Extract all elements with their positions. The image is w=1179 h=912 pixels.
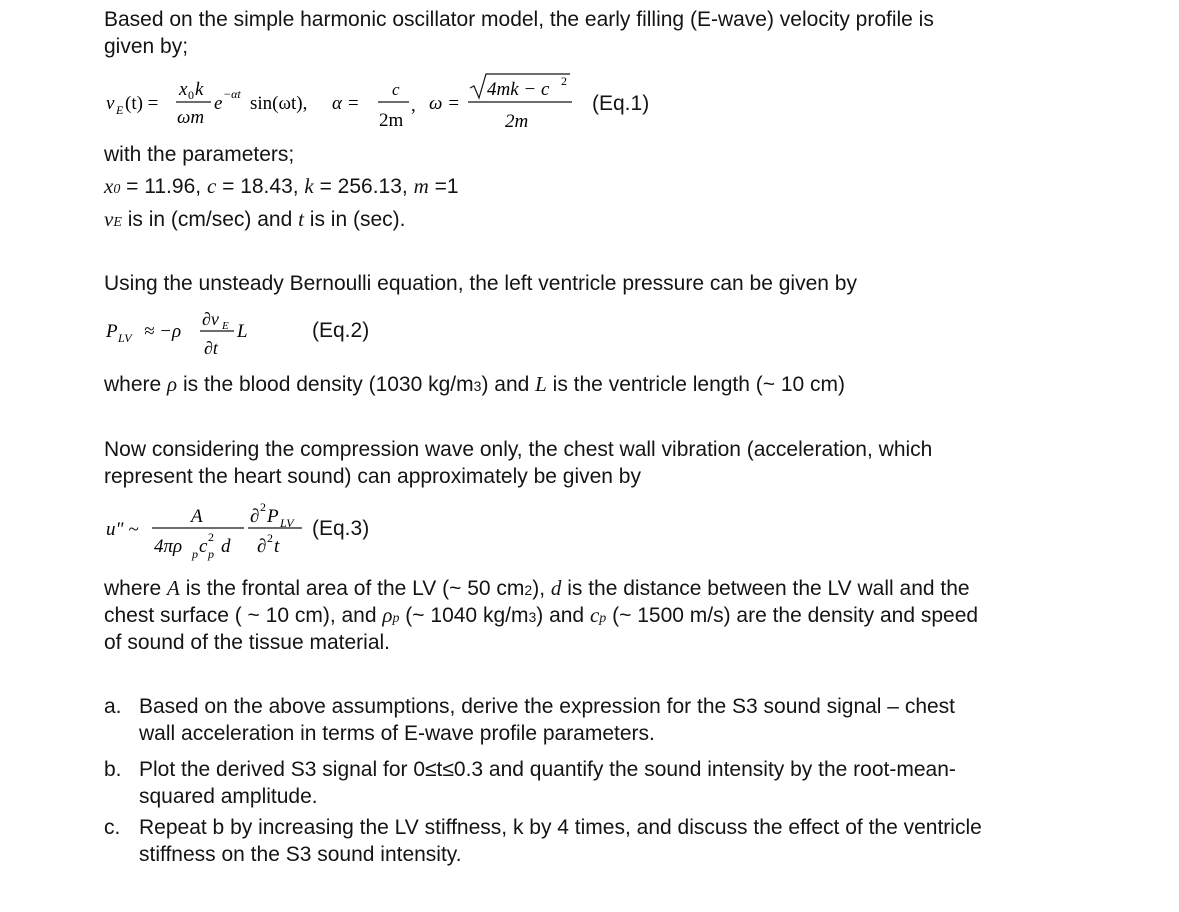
eq2-P: P bbox=[106, 321, 118, 342]
units-v-sub: E bbox=[113, 215, 122, 230]
where-line-1 bbox=[104, 575, 970, 604]
eq1-exp-base: e bbox=[214, 93, 223, 114]
units-end: is in (sec). bbox=[303, 208, 406, 231]
eq3-frac2-num: ∂ bbox=[250, 506, 260, 527]
eq1-alpha: α = bbox=[332, 93, 360, 114]
param-x0-sub: 0 bbox=[113, 182, 121, 197]
where-A: A bbox=[167, 576, 180, 600]
where-l1-sup: 2 bbox=[524, 582, 533, 598]
eq3-frac2-num-sup: 2 bbox=[260, 500, 266, 514]
param-m-symbol: m bbox=[413, 174, 429, 198]
eq1-num-k: k bbox=[195, 79, 204, 100]
eq1-exp-power: −αt bbox=[223, 87, 241, 101]
eq1-lhs-sub: E bbox=[116, 103, 124, 117]
compression-line-1: Now considering the compression wave only, the chest wall vibration (acceleration, which bbox=[104, 438, 933, 461]
eq1-comma: , bbox=[411, 95, 416, 116]
eq1-sin: sin(ωt), bbox=[250, 93, 308, 114]
intro-line-1: Based on the simple harmonic oscillator model, the early filling (E-wave) velocity profile is bbox=[104, 8, 934, 31]
eq3-frac1-den-sub1: p bbox=[192, 547, 198, 561]
eq3-frac2-num-sub: LV bbox=[280, 516, 294, 530]
params-values bbox=[104, 173, 459, 203]
equation-3 bbox=[104, 497, 344, 567]
equation-3-svg bbox=[104, 497, 344, 567]
bern-rho: ρ bbox=[167, 372, 178, 396]
eq3-frac2-den-sup: 2 bbox=[267, 531, 273, 545]
eq2-approx: ≈ −ρ bbox=[144, 321, 182, 342]
bern-where-mid: is the blood density (1030 kg/m bbox=[177, 373, 474, 396]
equation-2-svg bbox=[104, 305, 304, 367]
param-m-value: =1 bbox=[428, 175, 459, 198]
eq2-P-sub: LV bbox=[118, 331, 132, 345]
where-rho-p: ρ bbox=[382, 603, 393, 627]
question-b-line-2: squared amplitude. bbox=[139, 785, 318, 808]
bern-where-sup: 3 bbox=[473, 378, 482, 394]
eq1-alpha-num: c bbox=[392, 80, 400, 99]
compression-line-2: represent the heart sound) can approximately be given by bbox=[104, 465, 641, 488]
eq1-omega: ω = bbox=[429, 93, 460, 114]
eq1-lhs-arg: (t) = bbox=[125, 93, 159, 114]
where-l1-pre: where bbox=[104, 577, 168, 600]
question-a-line-1: Based on the above assumptions, derive the expression for the S3 sound signal – chest bbox=[139, 695, 956, 718]
eq3-frac2-num-P: P bbox=[267, 506, 279, 527]
question-c-line-2: stiffness on the S3 sound intensity. bbox=[139, 843, 462, 866]
eq1-label: (Eq.1) bbox=[592, 92, 650, 115]
eq3-u: u" ~ bbox=[106, 519, 139, 540]
question-a-line-2: wall acceleration in terms of E-wave profile parameters. bbox=[139, 722, 655, 745]
bernoulli-where bbox=[104, 371, 845, 400]
where-c-p-sub: p bbox=[599, 611, 607, 626]
eq2-num-sub: E bbox=[222, 320, 229, 332]
where-l2-mid2: ) and bbox=[536, 604, 590, 627]
eq3-frac1-den-sup: 2 bbox=[208, 530, 214, 544]
units-mid: is in (cm/sec) and bbox=[121, 208, 299, 231]
param-k-symbol: k bbox=[304, 174, 314, 198]
where-c-p: c bbox=[589, 603, 600, 627]
units-v: v bbox=[104, 207, 114, 231]
where-l2-end: (~ 1500 m/s) are the density and speed bbox=[606, 604, 979, 627]
intro-line-2: given by; bbox=[104, 35, 189, 58]
eq3-frac1-num: A bbox=[191, 506, 203, 527]
where-l1-mid: is the frontal area of the LV (~ 50 cm bbox=[179, 577, 525, 600]
eq2-L: L bbox=[237, 321, 248, 342]
where-l2-sup: 3 bbox=[528, 609, 537, 625]
eq1-omega-num: 4mk − c bbox=[487, 79, 550, 100]
eq3-frac2-den-t: t bbox=[274, 536, 280, 557]
param-c-value: = 18.43, bbox=[216, 175, 305, 198]
equation-2 bbox=[104, 305, 304, 367]
where-line-2 bbox=[104, 602, 978, 632]
eq3-frac1-den-sub2: p bbox=[208, 547, 214, 561]
bern-where-mid2: ) and bbox=[481, 373, 536, 396]
where-d: d bbox=[550, 576, 562, 600]
eq1-den: ωm bbox=[177, 107, 205, 128]
where-l2-mid: (~ 1040 kg/m bbox=[399, 604, 529, 627]
bernoulli-line: Using the unsteady Bernoulli equation, the left ventricle pressure can be given by bbox=[104, 272, 857, 295]
eq1-omega-num-sup: 2 bbox=[561, 74, 567, 88]
question-b-marker: b. bbox=[104, 758, 122, 781]
eq2-num: ∂v bbox=[202, 309, 219, 329]
eq1-num-x: x bbox=[179, 79, 188, 100]
question-c-line-1: Repeat b by increasing the LV stiffness, k by 4 times, and discuss the effect of the ventricle bbox=[139, 816, 982, 839]
where-l1-mid2: ), bbox=[532, 577, 551, 600]
eq3-frac1-den-c: c bbox=[199, 536, 208, 557]
units-t: t bbox=[298, 207, 304, 231]
param-x0-symbol: x bbox=[104, 174, 114, 198]
where-rho-p-sub: p bbox=[392, 611, 400, 626]
param-x0-value: = 11.96, bbox=[120, 175, 207, 198]
question-b-line-1: Plot the derived S3 signal for 0≤t≤0.3 and quantify the sound intensity by the root-mean- bbox=[139, 758, 956, 781]
eq1-lhs-v: v bbox=[106, 93, 115, 114]
params-heading: with the parameters; bbox=[104, 143, 295, 166]
eq3-label: (Eq.3) bbox=[312, 517, 370, 540]
param-k-value: = 256.13, bbox=[313, 175, 414, 198]
where-l2-pre: chest surface ( ~ 10 cm), and bbox=[104, 604, 383, 627]
eq1-alpha-den: 2m bbox=[379, 110, 404, 131]
eq3-frac1-den-d: d bbox=[221, 536, 231, 557]
bern-where-end: is the ventricle length (~ 10 cm) bbox=[546, 373, 846, 396]
bern-where-pre: where bbox=[104, 373, 168, 396]
eq3-frac1-den: 4πρ bbox=[154, 536, 183, 557]
question-a-marker: a. bbox=[104, 695, 122, 718]
eq2-label: (Eq.2) bbox=[312, 319, 370, 342]
where-line-3: of sound of the tissue material. bbox=[104, 631, 390, 654]
eq1-omega-den: 2m bbox=[505, 111, 529, 132]
eq3-frac2-den: ∂ bbox=[257, 536, 267, 557]
params-units bbox=[104, 206, 405, 236]
param-c-symbol: c bbox=[206, 174, 217, 198]
where-l1-end: is the distance between the LV wall and the bbox=[561, 577, 970, 600]
question-c-marker: c. bbox=[104, 816, 121, 839]
eq2-den: ∂t bbox=[204, 338, 218, 358]
bern-L: L bbox=[535, 372, 547, 396]
eq1-num-sub: 0 bbox=[188, 88, 194, 102]
